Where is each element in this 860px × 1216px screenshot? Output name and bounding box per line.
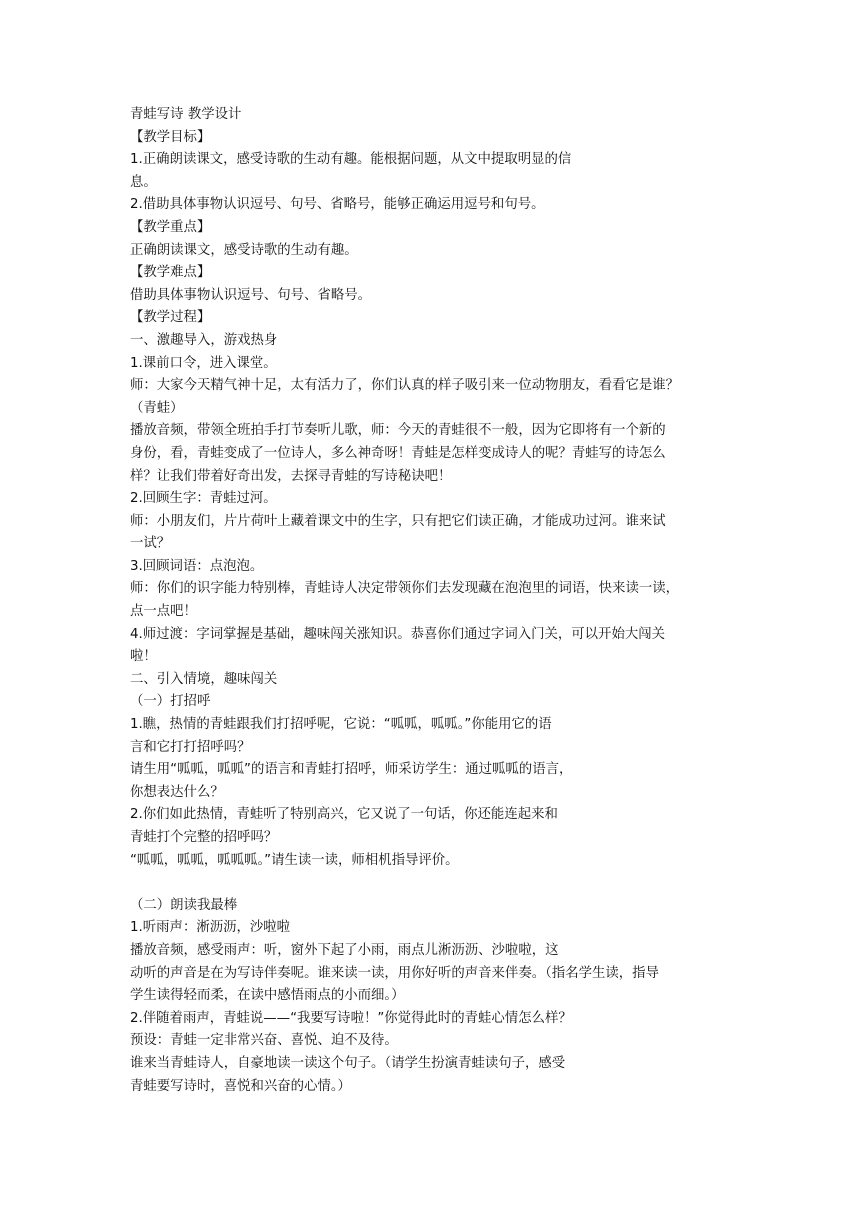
paragraph-line: 动听的声音是在为写诗伴奏呢。谁来读一读，用你好听的声音来伴奏。（指名学生读，指导 [130,965,659,981]
paragraph-line: 4.师过渡：字词掌握是基础，趣味闯关涨知识。恭喜你们通过字词入门关，可以开始大闯关 [130,626,666,642]
paragraph-line: 样？让我们带着好奇出发，去探寻青蛙的写诗秘诀吧！ [130,468,452,484]
paragraph-line: 谁来当青蛙诗人，自豪地读一读这个句子。（请学生扮演青蛙读句子，感受 [130,1055,566,1071]
paragraph-line: 一试？ [130,536,171,552]
section-heading-difficulties: 【教学难点】 [130,265,211,281]
subsection-heading: 二、引入情境，趣味闯关 [130,671,278,687]
paragraph-line: 播放音频，感受雨声：听，窗外下起了小雨，雨点儿淅沥沥、沙啦啦，这 [130,942,559,958]
paragraph-line: 学生读得轻而柔，在读中感悟雨点的小而细。） [130,988,405,1004]
paragraph-line: 1.课前口令，进入课堂。 [130,355,277,371]
paragraph-line: 3.回顾词语：点泡泡。 [130,558,264,574]
paragraph-line: 啦！ [130,649,157,665]
paragraph-line: 1.正确朗读课文，感受诗歌的生动有趣。能根据问题，从文中提取明显的信 [130,152,572,168]
paragraph-line: 师：小朋友们，片片荷叶上藏着课文中的生字，只有把它们读正确，才能成功过河。谁来试 [130,513,666,529]
paragraph-line: 身份，看，青蛙变成了一位诗人，多么神奇呀！青蛙是怎样变成诗人的呢？青蛙写的诗怎么 [130,445,666,461]
paragraph-line: 预设：青蛙一定非常兴奋、喜悦、迫不及待。 [130,1033,398,1049]
paragraph-line: 播放音频，带领全班拍手打节奏听儿歌，师：今天的青蛙很不一般，因为它即将有一个新的 [130,423,666,439]
paragraph-line: 2.借助具体事物认识逗号、句号、省略号，能够正确运用逗号和句号。 [130,197,545,213]
paragraph-line: 正确朗读课文，感受诗歌的生动有趣。 [130,242,358,258]
paragraph-line: 1.瞧，热情的青蛙跟我们打招呼呢，它说：“呱呱，呱呱。”你能用它的语 [130,717,552,733]
subsection-heading: 一、激趣导入，游戏热身 [130,332,278,348]
paragraph-line: 言和它打打招呼吗？ [130,739,251,755]
paragraph-line: 青蛙打个完整的招呼吗？ [130,830,278,845]
paragraph-line: 1.听雨声：淅沥沥，沙啦啦 [130,920,291,936]
paragraph-line: 借助具体事物认识逗号、句号、省略号。 [130,287,372,303]
blank-line [130,872,730,895]
paragraph-line: 师：大家今天精气神十足，太有活力了，你们认真的样子吸引来一位动物朋友，看看它是谁？ [130,378,680,394]
paragraph-line: “呱呱，呱呱，呱呱呱。”请生读一读，师相机指导评价。 [130,852,459,868]
paragraph-line: 青蛙要写诗时，喜悦和兴奋的心情。） [130,1078,351,1094]
sub-subsection-heading: （一）打招呼 [130,694,211,710]
paragraph-line: 2.你们如此热情，青蛙听了特别高兴，它又说了一句话，你还能连起来和 [130,807,558,823]
section-heading-process: 【教学过程】 [130,310,211,326]
section-heading-key-points: 【教学重点】 [130,219,211,235]
section-heading-objectives: 【教学目标】 [130,129,211,145]
paragraph-line: 师：你们的识字能力特别棒，青蛙诗人决定带领你们去发现藏在泡泡里的词语，快来读一读， [130,581,680,597]
paragraph-line: 2.回顾生字：青蛙过河。 [130,491,277,507]
document-title: 青蛙写诗 教学设计 [130,107,242,122]
paragraph-line: 2.伴随着雨声，青蛙说——“我要写诗啦！”你觉得此时的青蛙心情怎么样？ [130,1010,572,1026]
paragraph-line: 你想表达什么？ [130,784,224,800]
paragraph-line: 点一点吧！ [130,604,197,620]
paragraph-line: 请生用“呱呱，呱呱”的语言和青蛙打招呼，师采访学生：通过呱呱的语言， [130,762,573,778]
document-body [130,104,730,1098]
paragraph-line: 息。 [130,174,157,190]
sub-subsection-heading: （二）朗读我最棒 [130,897,238,913]
paragraph-line: （青蛙） [130,400,184,416]
